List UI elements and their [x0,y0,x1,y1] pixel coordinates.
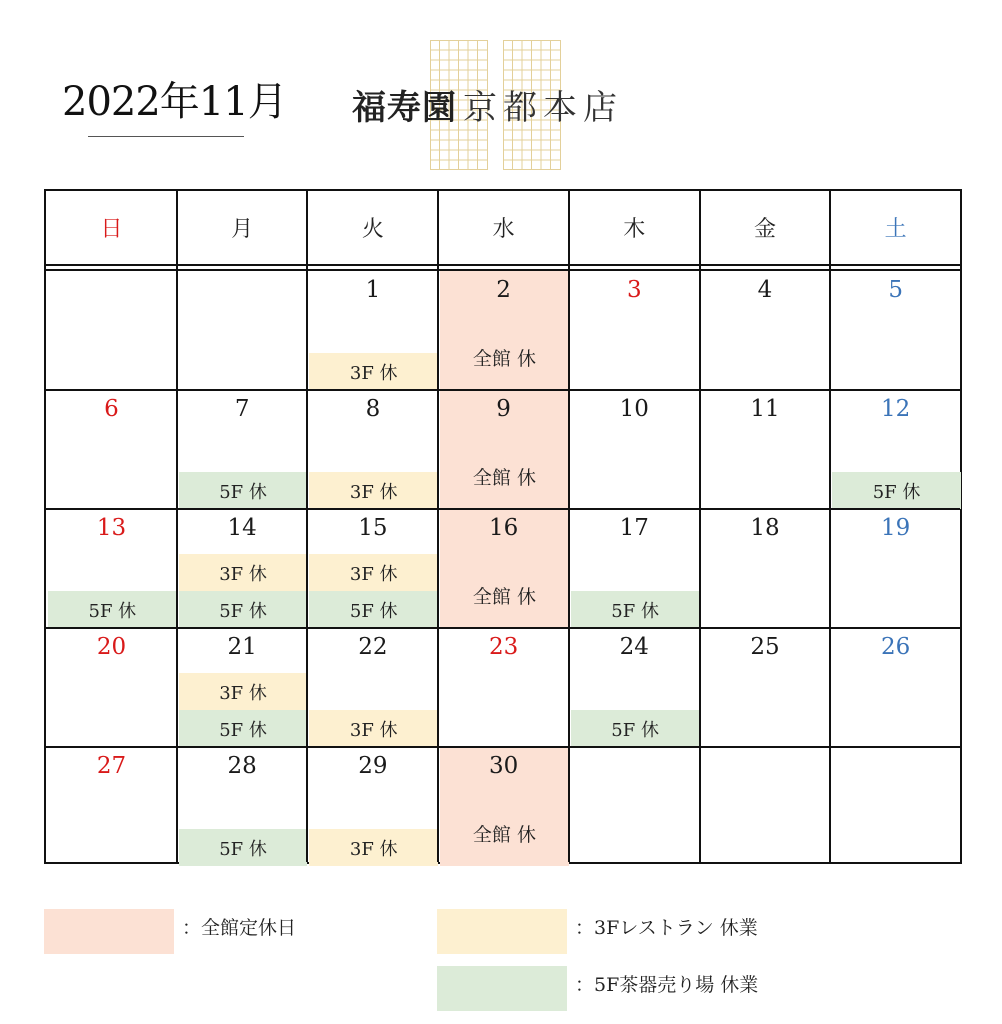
legend-swatch-5f-closed [437,966,567,1011]
5f-closed-band [179,710,308,747]
logo-brand: 福寿園 [352,88,457,128]
all-closed-label: 全館 休 [472,467,536,489]
day-number: 29 [358,753,388,779]
day-number: 5 [888,277,903,303]
day-number: 8 [365,396,381,422]
day-number: 20 [96,634,127,660]
day-number: 18 [750,515,780,541]
3f-closed-label: 3F 休 [349,563,398,585]
5f-closed-label: 5F 休 [611,600,659,622]
day-number: 16 [488,515,519,541]
day-number: 11 [750,396,780,422]
3f-closed-label: 3F 休 [349,362,398,384]
day-number: 4 [757,277,773,303]
3f-closed-band [309,710,438,747]
grid-column-line [699,191,701,862]
5f-closed-band [571,591,700,628]
day-number: 9 [496,396,511,422]
logo-store: 京都本店 [463,88,623,128]
grid-column-line [176,191,178,862]
weekday-header: 土 [884,217,907,242]
day-number: 25 [750,634,780,660]
3f-closed-band [179,673,308,710]
grid-row-line [46,389,960,391]
day-number: 10 [619,396,649,422]
weekday-header-row [46,191,960,264]
5f-closed-label: 5F 休 [349,600,398,622]
weekday-header: 水 [492,217,515,242]
3f-closed-label: 3F 休 [219,682,267,704]
title-underline [88,136,244,137]
day-number: 2 [496,277,511,303]
3f-closed-band [309,472,438,509]
legend-swatch-all-closed [44,909,174,954]
grid-row-line [46,508,960,510]
day-number: 7 [234,396,250,422]
5f-closed-band [832,472,961,509]
all-closed-label: 全館 休 [472,348,536,370]
day-number: 23 [488,634,519,660]
5f-closed-label: 5F 休 [219,719,267,741]
5f-closed-band [179,829,308,866]
weekday-header: 日 [100,217,123,242]
5f-closed-label: 5F 休 [872,481,921,503]
5f-closed-band [48,591,177,628]
5f-closed-band [179,472,308,509]
grid-column-line [437,191,439,862]
3f-closed-label: 3F 休 [349,481,398,503]
5f-closed-band [309,591,438,628]
grid-row-line [46,746,960,748]
5f-closed-band [571,710,700,747]
5f-closed-label: 5F 休 [219,600,267,622]
day-number: 1 [365,277,381,303]
5f-closed-label: 5F 休 [219,838,267,860]
all-closed-label: 全館 休 [472,824,536,846]
day-number: 13 [96,515,127,541]
grid-column-line [568,191,570,862]
3f-closed-band [309,353,438,390]
5f-closed-label: 5F 休 [88,600,137,622]
header-separator [46,264,960,266]
calendar-grid [44,189,962,864]
legend-label-5f-closed: ：5F茶器売り場 休業 [575,974,759,996]
all-closed-label: 全館 休 [472,586,536,608]
day-number: 24 [619,634,649,660]
day-number: 3 [626,277,642,303]
3f-closed-label: 3F 休 [349,719,398,741]
day-number: 22 [358,634,388,660]
5f-closed-label: 5F 休 [219,481,267,503]
store-logo [352,86,623,130]
weekday-header: 月 [231,217,254,242]
3f-closed-band [179,554,308,591]
3f-closed-band [309,554,438,591]
5f-closed-band [179,591,308,628]
weekday-header: 金 [753,217,776,242]
grid-column-line [829,191,831,862]
day-number: 30 [488,753,519,779]
legend-label-3f-closed: ：3Fレストラン 休業 [575,917,758,939]
3f-closed-label: 3F 休 [219,563,267,585]
legend-label-all-closed: ：全館定休日 [182,917,297,939]
3f-closed-label: 3F 休 [349,838,398,860]
day-number: 17 [619,515,649,541]
month-title: 2022年11月 [62,79,287,125]
3f-closed-band [309,829,438,866]
grid-column-line [306,191,308,862]
day-number: 26 [881,634,911,660]
day-number: 21 [227,634,257,660]
day-number: 27 [96,753,127,779]
day-number: 6 [104,396,119,422]
5f-closed-label: 5F 休 [611,719,659,741]
grid-row-line [46,627,960,629]
day-number: 14 [227,515,257,541]
weekday-header: 火 [361,217,384,242]
legend-swatch-3f-closed [437,909,567,954]
day-number: 19 [881,515,911,541]
day-number: 12 [881,396,911,422]
day-number: 15 [358,515,388,541]
day-number: 28 [227,753,257,779]
weekday-header: 木 [623,217,646,242]
